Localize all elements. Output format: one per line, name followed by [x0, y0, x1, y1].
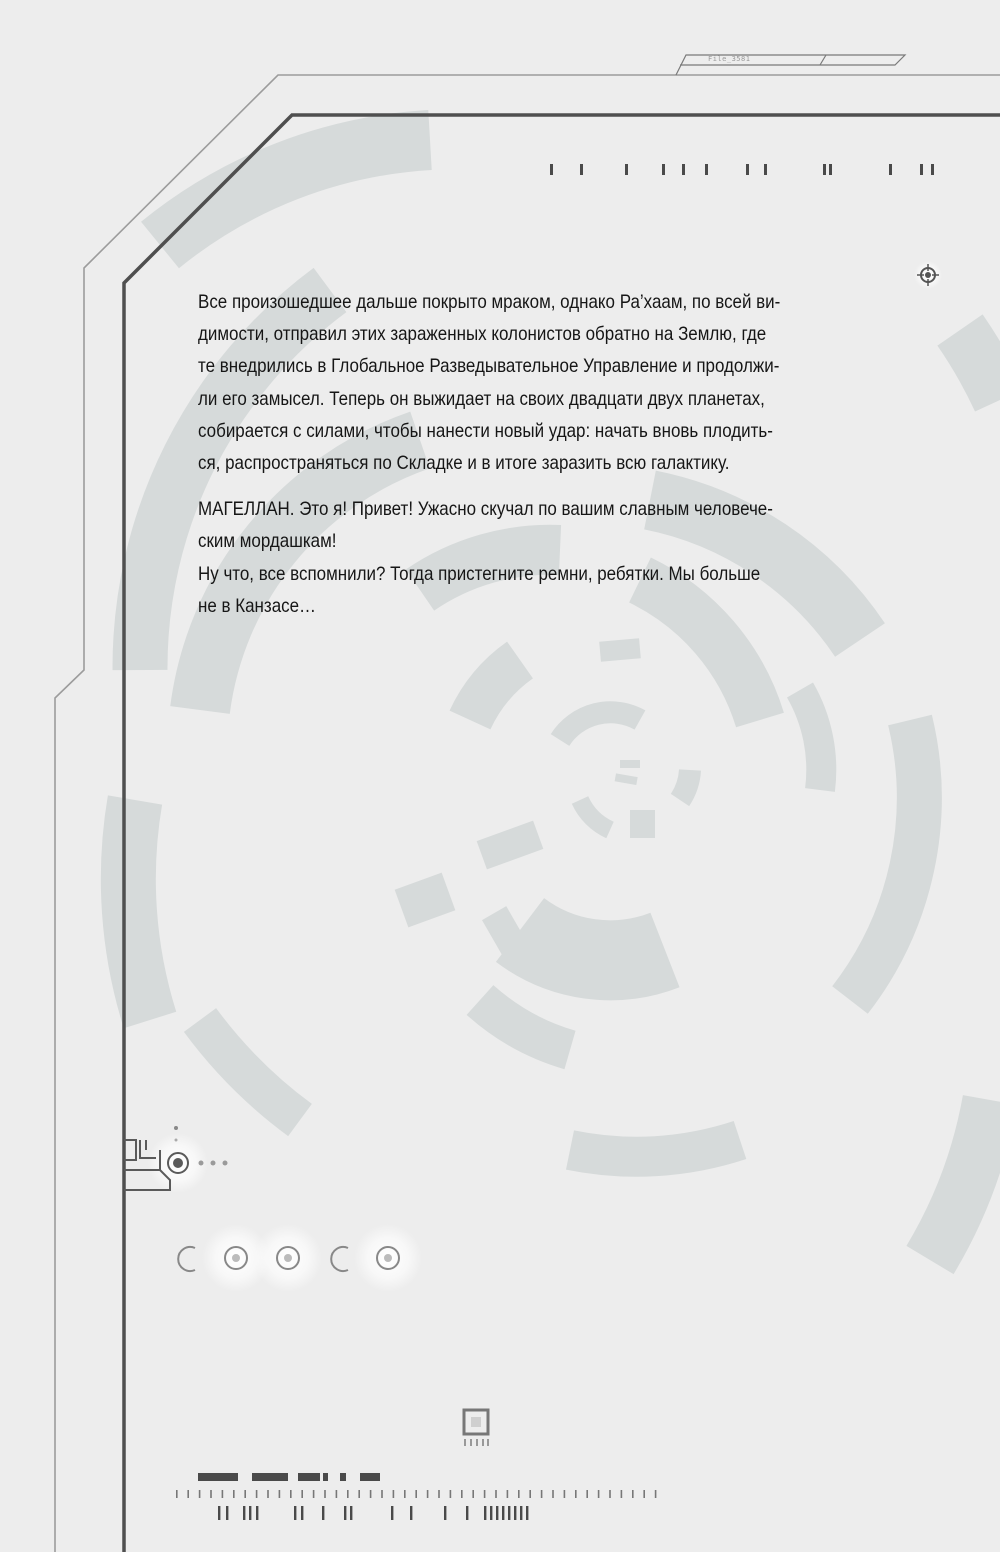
text-line: Ну что, все вспомнили? Тогда пристегните ремни, ребятки. Мы больше — [198, 562, 761, 585]
text-line: не в Канзасе… — [198, 594, 317, 617]
text-line: МАГЕЛЛАН. Это я! Привет! Ужасно скучал по вашим славным человече- — [198, 498, 773, 521]
barcode-dotted-line — [176, 1490, 656, 1498]
barcode-bottom-ticks — [218, 1506, 528, 1520]
crosshair-icon — [914, 261, 942, 289]
text-line: Все произошедшее дальше покрыто мраком, однако Ра’хаам, по всей ви- — [198, 291, 781, 313]
paragraph-2 — [198, 493, 859, 622]
text-line: те внедрились в Глобальное Разведывательное Управление и продолжи- — [198, 355, 780, 378]
frame-lines — [55, 55, 1000, 1552]
file-label: File_3581 — [708, 55, 751, 63]
paragraph-1 — [198, 286, 859, 479]
circle-indicator-icon — [178, 1224, 422, 1292]
text-line: собирается с силами, чтобы нанести новый удар: начать вновь плодить- — [198, 419, 773, 442]
device-widget — [124, 1126, 208, 1193]
text-line: димости, отправил этих зараженных колонистов обратно на Землю, где — [198, 323, 767, 346]
top-ticks — [550, 164, 934, 175]
body-text — [198, 286, 859, 636]
text-line: ся, распространяться по Складке и в итоге заразить всю галактику. — [198, 452, 730, 475]
text-line: ли его замысел. Теперь он выжидает на своих двадцати двух планетах, — [198, 387, 765, 410]
barcode-icon — [198, 1473, 380, 1481]
square-marker-icon — [464, 1410, 489, 1446]
text-line: ским мордашкам! — [198, 530, 337, 553]
